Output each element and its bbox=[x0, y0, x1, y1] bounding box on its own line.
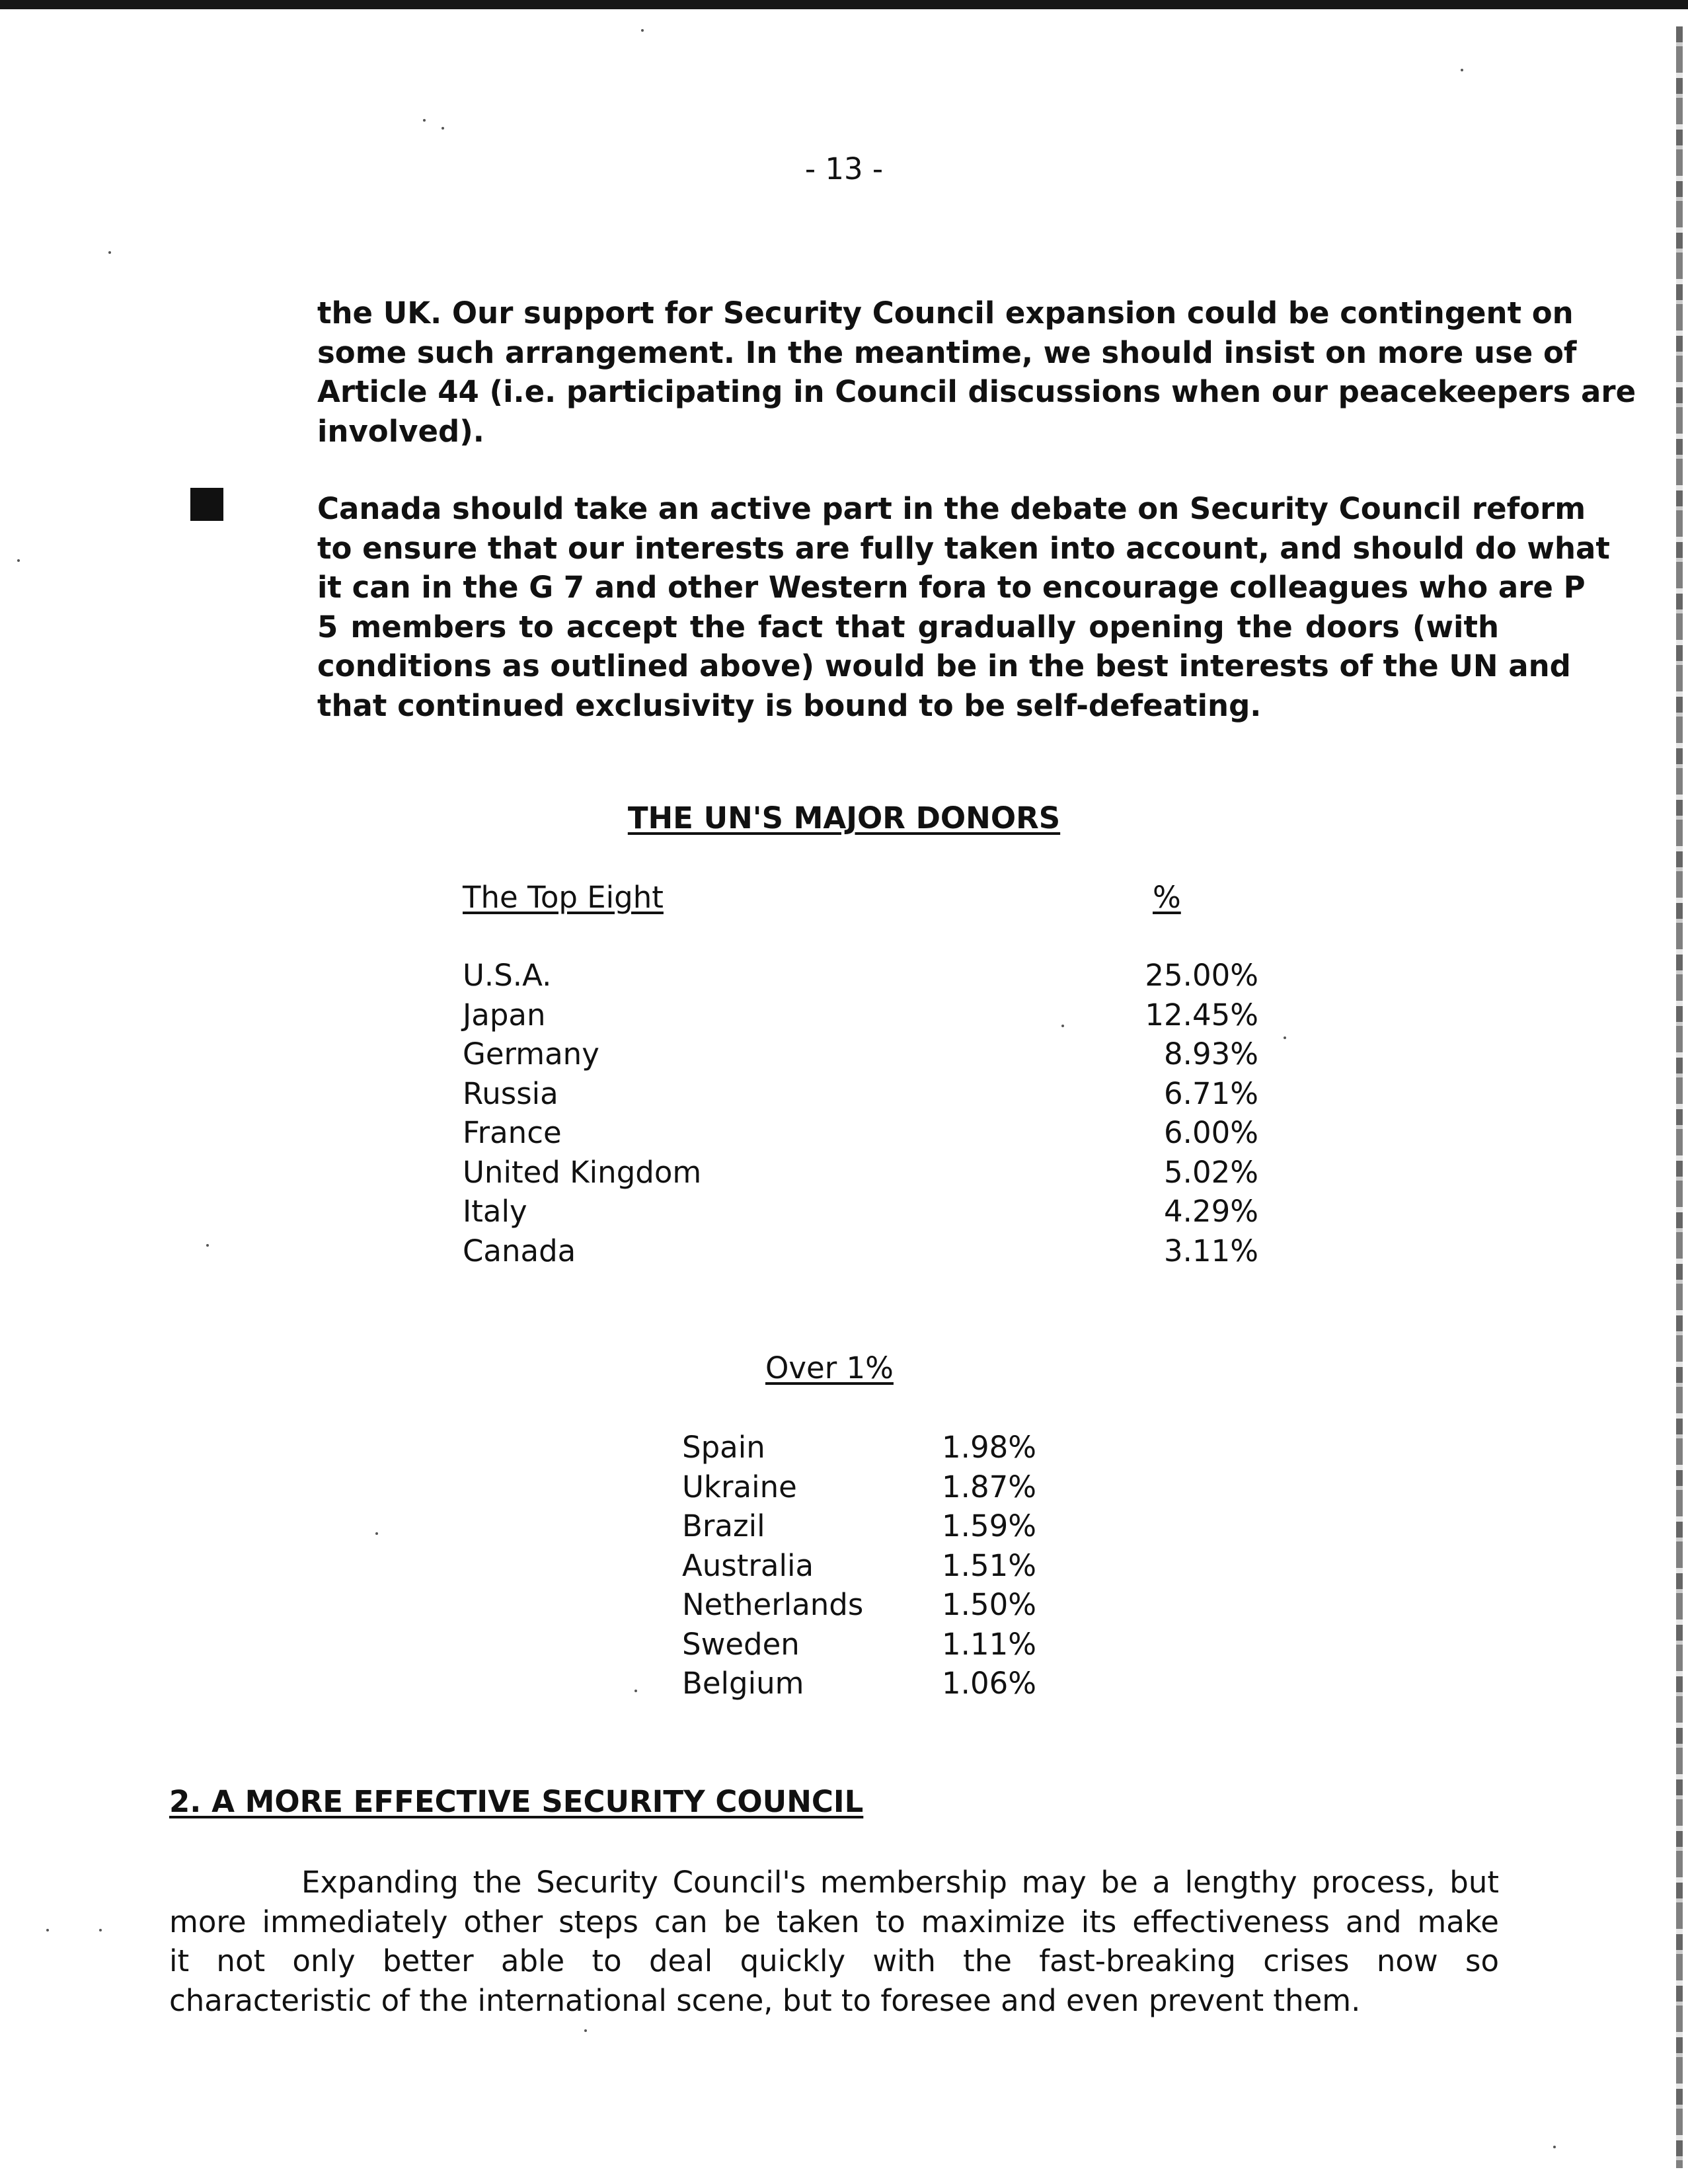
country-name: Netherlands bbox=[682, 1587, 864, 1622]
paragraph-line: some such arrangement. In the meantime, we should insist on more use of bbox=[317, 334, 1577, 370]
scan-speck bbox=[46, 1929, 49, 1931]
paragraph-line: to ensure that our interests are fully taken into account, and should do what bbox=[317, 530, 1610, 566]
contribution-percent: 1.98% bbox=[942, 1430, 1036, 1465]
paragraph-line: it not only better able to deal quickly with the fast-breaking crises now so bbox=[169, 1943, 1499, 1978]
country-name: Australia bbox=[682, 1547, 814, 1583]
table-row bbox=[0, 1192, 1688, 1231]
paragraph-effective-council bbox=[169, 1863, 1499, 2020]
contribution-percent: 1.50% bbox=[942, 1587, 1036, 1622]
percent-heading bbox=[1153, 878, 1181, 917]
paragraph-line: 5 members to accept the fact that gradually opening the doors (with bbox=[317, 609, 1499, 644]
contribution-percent: 8.93% bbox=[1164, 1036, 1258, 1072]
contribution-percent: 12.45% bbox=[1145, 997, 1258, 1033]
contribution-percent: 6.71% bbox=[1164, 1075, 1258, 1111]
scan-speck bbox=[1553, 2146, 1556, 2148]
section-heading-text: 2. A MORE EFFECTIVE SECURITY COUNCIL bbox=[169, 1784, 864, 1819]
section-heading bbox=[169, 1782, 863, 1822]
contribution-percent: 1.59% bbox=[942, 1508, 1036, 1543]
scan-speck bbox=[423, 119, 426, 122]
scan-speck bbox=[1461, 69, 1463, 71]
contribution-percent: 3.11% bbox=[1164, 1233, 1258, 1268]
country-name: Brazil bbox=[682, 1508, 765, 1543]
scan-speck bbox=[584, 2029, 587, 2032]
scan-speck bbox=[641, 29, 644, 32]
paragraph-line: Article 44 (i.e. participating in Council discussions when our peacekeepers are bbox=[317, 374, 1636, 409]
top-eight-heading-text: The Top Eight bbox=[463, 880, 664, 915]
country-name: Canada bbox=[463, 1233, 576, 1268]
table-row bbox=[0, 1034, 1688, 1074]
paragraph-line: involved). bbox=[317, 413, 484, 449]
table-row bbox=[0, 1467, 1688, 1507]
donors-title-text: THE UN'S MAJOR DONORS bbox=[627, 800, 1061, 836]
contribution-percent: 1.06% bbox=[942, 1666, 1036, 1701]
paragraph-line: that continued exclusivity is bound to be self-defeating. bbox=[317, 687, 1262, 723]
contribution-percent: 1.11% bbox=[942, 1626, 1036, 1662]
country-name: Italy bbox=[463, 1194, 527, 1229]
table-row bbox=[0, 1231, 1688, 1271]
table-row bbox=[0, 995, 1688, 1035]
table-row bbox=[0, 1153, 1688, 1192]
over-one-heading-text: Over 1% bbox=[765, 1350, 894, 1385]
table-row bbox=[0, 1074, 1688, 1114]
country-name: France bbox=[463, 1115, 562, 1150]
scan-top-border bbox=[0, 0, 1688, 9]
country-name: Sweden bbox=[682, 1626, 800, 1662]
country-name: Belgium bbox=[682, 1666, 804, 1701]
square-bullet-icon bbox=[190, 488, 223, 521]
table-row bbox=[0, 1664, 1688, 1703]
scan-speck bbox=[108, 251, 111, 254]
percent-heading-text: % bbox=[1153, 880, 1181, 915]
country-name: U.S.A. bbox=[463, 958, 552, 993]
table-row bbox=[0, 1506, 1688, 1546]
country-name: United Kingdom bbox=[463, 1154, 702, 1190]
top-eight-heading bbox=[463, 878, 664, 917]
page-number: - 13 - bbox=[804, 151, 884, 186]
contribution-percent: 6.00% bbox=[1164, 1115, 1258, 1150]
scan-speck bbox=[99, 1929, 102, 1931]
scan-speck bbox=[17, 559, 20, 562]
over-one-heading bbox=[765, 1348, 894, 1388]
paragraph-line: characteristic of the international scene, but to foresee and even prevent them. bbox=[169, 1982, 1361, 2018]
contribution-percent: 1.51% bbox=[942, 1547, 1036, 1583]
table-row bbox=[0, 956, 1688, 995]
donors-title bbox=[0, 799, 1688, 838]
paragraph-canada-reform bbox=[317, 489, 1610, 725]
paragraph-line: conditions as outlined above) would be in the best interests of the UN and bbox=[317, 648, 1571, 683]
table-row bbox=[0, 1428, 1688, 1467]
table-row bbox=[0, 1113, 1688, 1153]
contribution-percent: 4.29% bbox=[1164, 1194, 1258, 1229]
country-name: Spain bbox=[682, 1430, 765, 1465]
country-name: Germany bbox=[463, 1036, 599, 1072]
country-name: Japan bbox=[463, 997, 546, 1033]
paragraph-line: more immediately other steps can be taken to maximize its effectiveness and make bbox=[169, 1904, 1499, 1939]
table-row bbox=[0, 1585, 1688, 1625]
paragraph-line: Canada should take an active part in the debate on Security Council reform bbox=[317, 491, 1586, 526]
country-name: Ukraine bbox=[682, 1469, 797, 1504]
contribution-percent: 5.02% bbox=[1164, 1154, 1258, 1190]
table-row bbox=[0, 1625, 1688, 1664]
contribution-percent: 25.00% bbox=[1145, 958, 1258, 993]
paragraph-line: Expanding the Security Council's membership may be a lengthy process, but bbox=[301, 1865, 1499, 1900]
table-row bbox=[0, 1546, 1688, 1586]
contribution-percent: 1.87% bbox=[942, 1469, 1036, 1504]
paragraph-continuation bbox=[317, 293, 1636, 451]
paragraph-line: it can in the G 7 and other Western fora to encourage colleagues who are P bbox=[317, 570, 1586, 605]
scan-speck bbox=[441, 127, 444, 130]
country-name: Russia bbox=[463, 1075, 558, 1111]
paragraph-line: the UK. Our support for Security Council expansion could be contingent on bbox=[317, 295, 1574, 331]
